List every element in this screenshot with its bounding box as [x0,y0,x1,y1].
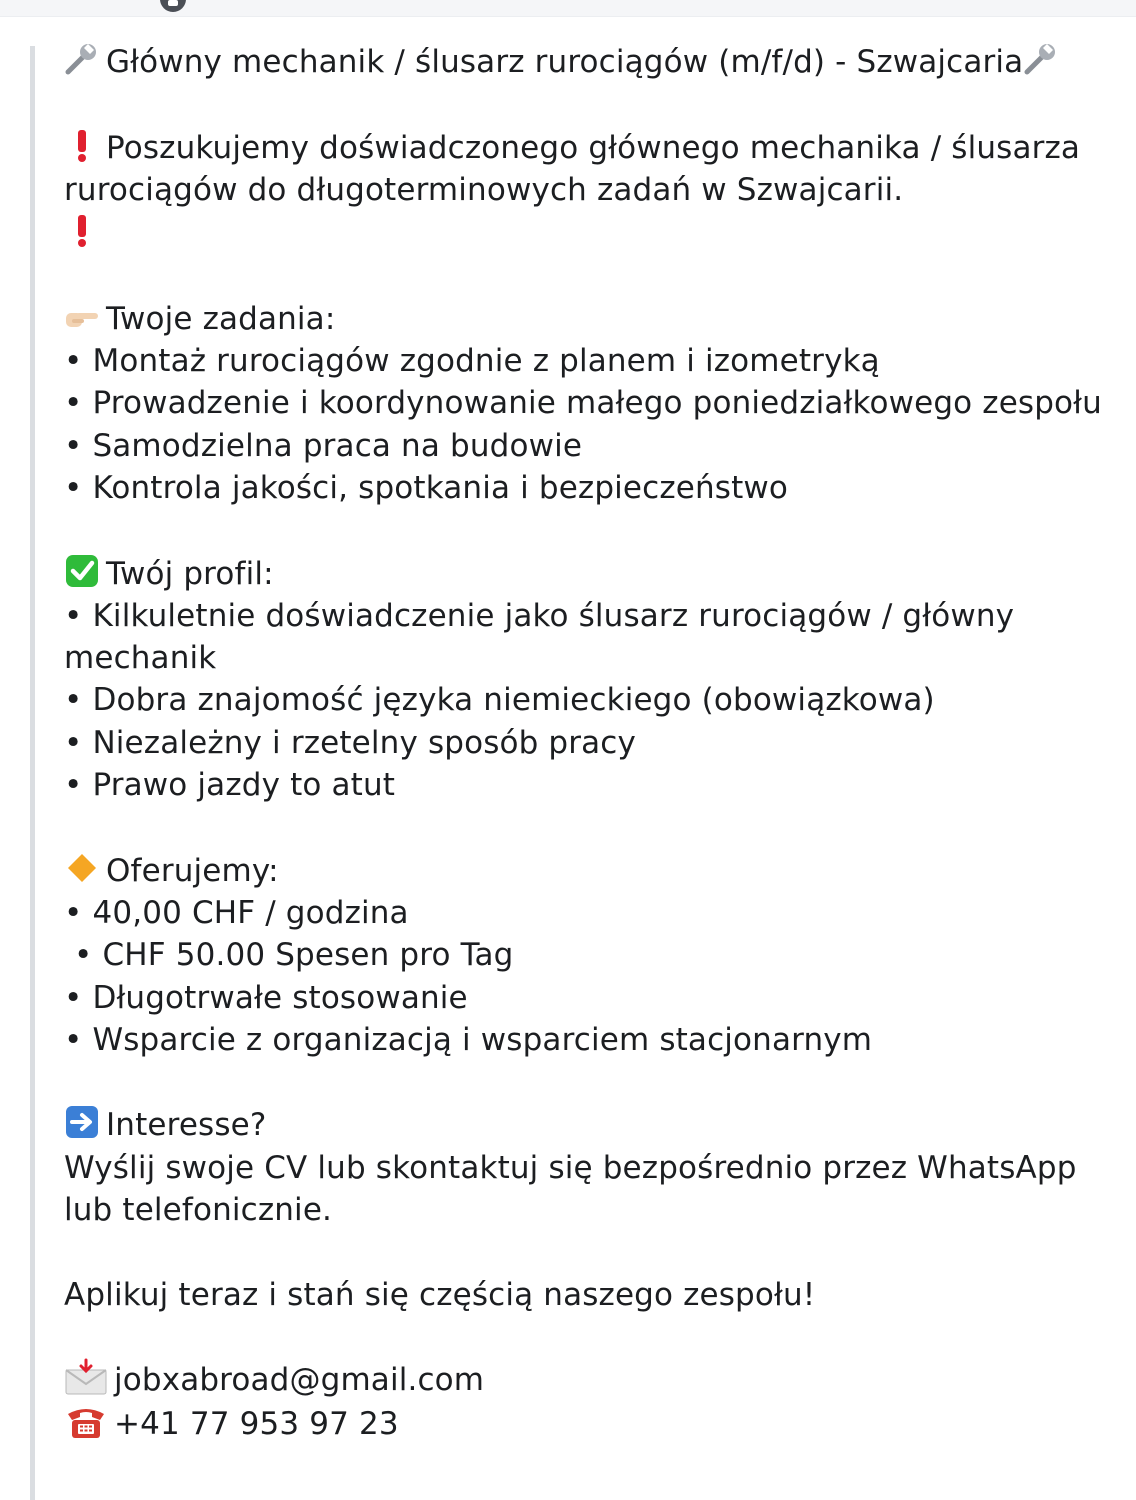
list-item: • Niezależny i rzetelny sposób pracy [64,724,636,761]
list-item: • Kontrola jakości, spotkania i bezpieczeństwo [64,469,789,506]
list-item: • CHF 50.00 Spesen pro Tag [74,937,514,974]
list-item: • Wsparcie z organizacją i wsparciem stacjonarnym [64,1021,873,1058]
list-item: • Długotrwałe stosowanie [64,979,468,1016]
list-item: • Prawo jazdy to atut [64,767,396,804]
right-arrow-icon [64,1103,100,1141]
globe-icon [160,0,186,12]
tasks-heading-line [64,297,1114,340]
profile-heading-line [64,552,1114,595]
offer-heading: Oferujemy: [106,852,279,889]
email-line [64,1358,1114,1401]
envelope-icon [64,1358,108,1396]
cta-text: Aplikuj teraz i stań się częścią naszego zespołu! [64,1276,816,1313]
pointing-hand-icon [64,297,100,335]
post-body [64,40,1114,1445]
list-item: • Montaż rurociągów zgodnie z planem i izometryką [64,343,880,380]
list-item: • 40,00 CHF / godzina [64,894,409,931]
top-bar [0,0,1136,17]
interest-heading-line [64,1103,1114,1146]
interest-heading: Interesse? [106,1107,267,1144]
telephone-icon [64,1402,108,1440]
exclamation-line [64,211,1114,254]
wrench-icon [1023,40,1059,78]
contact-phone[interactable]: +41 77 953 97 23 [114,1405,399,1442]
contact-email[interactable]: jobxabroad@gmail.com [114,1362,485,1399]
quote-bar [30,46,35,1500]
intro-paragraph [64,126,1114,212]
phone-line [64,1402,1114,1445]
interest-text: Wyślij swoje CV lub skontaktuj się bezpośrednio przez WhatsApp lub telefonicznie. [64,1149,1087,1229]
exclamation-icon [64,211,100,249]
intro-text: Poszukujemy doświadczonego głównego mechanika / ślusarza rurociągów do długoterminowych zadań w Szwajcarii. [64,129,1091,208]
post-title-line [64,40,1114,83]
wrench-icon [64,40,100,78]
post-title: Główny mechanik / ślusarz rurociągów (m/f/d) - Szwajcaria [106,44,1024,80]
offer-heading-line [64,849,1114,892]
check-mark-icon [64,552,100,590]
profile-heading: Twój profil: [106,555,274,592]
orange-diamond-icon [64,849,100,887]
list-item: • Samodzielna praca na budowie [64,427,583,464]
list-item: • Kilkuletnie doświadczenie jako ślusarz rurociągów / główny mechanik [64,597,1025,677]
list-item: • Dobra znajomość języka niemieckiego (obowiązkowa) [64,682,935,719]
tasks-heading: Twoje zadania: [106,300,336,337]
list-item: • Prowadzenie i koordynowanie małego poniedziałkowego zespołu [64,385,1102,422]
exclamation-icon [64,126,100,164]
